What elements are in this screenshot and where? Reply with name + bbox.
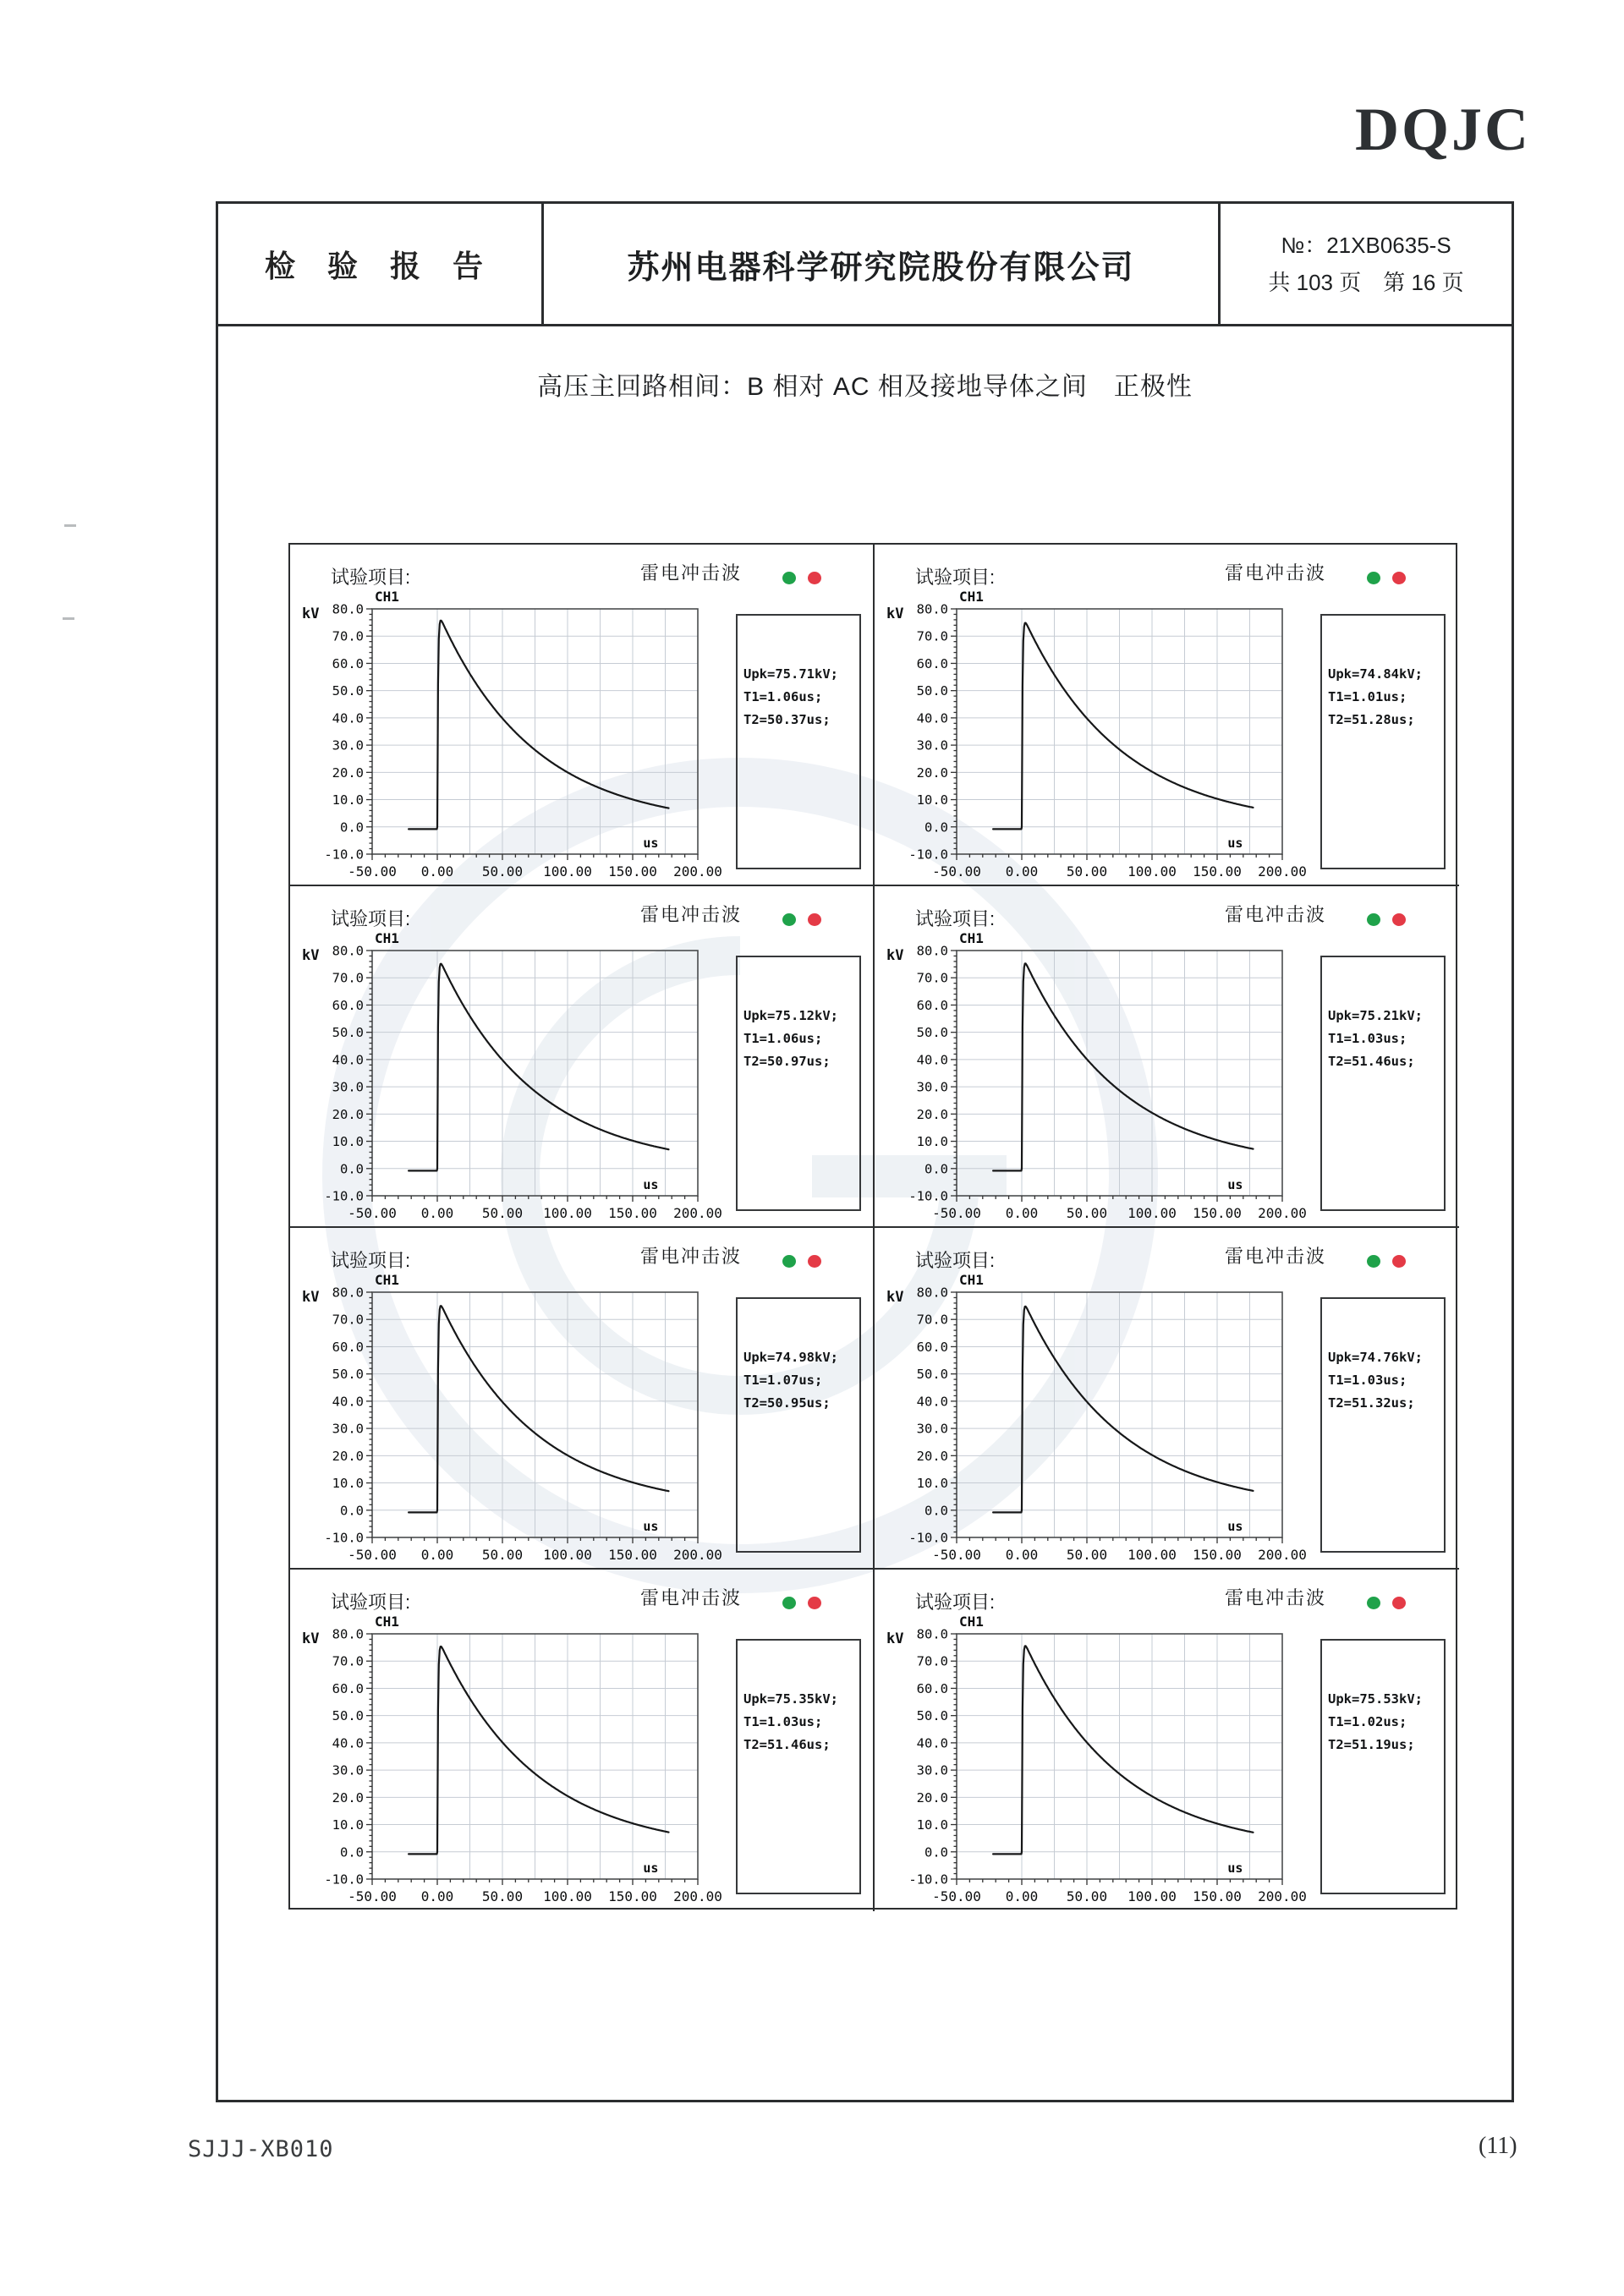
svg-text:150.00: 150.00 <box>1193 1205 1242 1221</box>
t2-value: T2=50.95us; <box>743 1395 831 1411</box>
svg-text:30.0: 30.0 <box>332 1762 364 1778</box>
svg-text:70.0: 70.0 <box>916 970 948 986</box>
svg-text:20.0: 20.0 <box>916 764 948 781</box>
svg-text:20.0: 20.0 <box>916 1789 948 1806</box>
test-project-label: 试验项目: <box>331 1250 411 1271</box>
svg-text:us: us <box>1227 1177 1243 1192</box>
measurement-readout-box <box>736 1297 861 1553</box>
channel-label: CH1 <box>375 1272 399 1288</box>
svg-text:-10.0: -10.0 <box>908 1871 948 1888</box>
svg-text:100.00: 100.00 <box>543 1205 592 1221</box>
t2-value: T2=50.97us; <box>743 1054 831 1069</box>
svg-text:20.0: 20.0 <box>332 1789 364 1806</box>
upk-value: Upk=75.21kV; <box>1328 1008 1423 1023</box>
svg-text:10.0: 10.0 <box>916 792 948 808</box>
green-status-icon <box>782 1255 796 1268</box>
svg-text:80.0: 80.0 <box>916 601 948 617</box>
measurement-readout-box <box>736 1639 861 1894</box>
svg-text:-10.0: -10.0 <box>908 847 948 863</box>
report-header-table <box>218 204 1512 326</box>
test-project-label: 试验项目: <box>331 908 411 929</box>
svg-text:0.00: 0.00 <box>1005 1547 1039 1563</box>
t1-value: T1=1.03us; <box>743 1714 823 1729</box>
svg-text:50.0: 50.0 <box>916 1367 948 1383</box>
red-status-icon <box>808 1597 821 1609</box>
waveform-title: 雷电冲击波 <box>640 904 743 925</box>
waveform-title: 雷电冲击波 <box>640 1246 743 1267</box>
svg-text:40.0: 40.0 <box>916 710 948 726</box>
oscillogram-grid <box>288 543 1457 1910</box>
dqjc-logo: DQJC <box>1355 96 1531 163</box>
svg-text:us: us <box>643 1177 659 1192</box>
svg-text:50.00: 50.00 <box>481 863 524 879</box>
svg-text:0.0: 0.0 <box>340 1161 364 1177</box>
waveform-title: 雷电冲击波 <box>1225 562 1327 584</box>
channel-label: CH1 <box>959 1614 984 1630</box>
svg-text:20.0: 20.0 <box>916 1106 948 1122</box>
measurement-readout-box <box>1320 614 1446 869</box>
green-status-icon <box>1367 1597 1380 1609</box>
y-axis-unit-label: kV <box>302 1289 320 1306</box>
impulse-chart-panel <box>290 1570 875 1911</box>
red-status-icon <box>808 572 821 584</box>
y-axis-unit-label: kV <box>302 947 320 964</box>
svg-text:60.0: 60.0 <box>332 997 364 1013</box>
test-project-label: 试验项目: <box>915 567 996 588</box>
svg-text:150.00: 150.00 <box>608 1205 657 1221</box>
channel-label: CH1 <box>375 589 399 605</box>
svg-text:150.00: 150.00 <box>1193 863 1242 879</box>
impulse-chart-panel <box>875 1228 1459 1570</box>
y-axis-unit-label: kV <box>886 1289 904 1306</box>
green-status-icon <box>782 1597 796 1609</box>
svg-text:100.00: 100.00 <box>1127 1547 1177 1563</box>
page-number: (11) <box>1479 2133 1517 2159</box>
svg-text:-10.0: -10.0 <box>324 1188 364 1204</box>
svg-text:150.00: 150.00 <box>608 863 657 879</box>
svg-text:150.00: 150.00 <box>608 1547 657 1563</box>
svg-text:-50.00: -50.00 <box>348 1888 397 1904</box>
impulse-chart-panel <box>290 545 875 886</box>
svg-text:50.0: 50.0 <box>916 1025 948 1041</box>
channel-label: CH1 <box>959 1272 984 1288</box>
svg-text:60.0: 60.0 <box>916 655 948 671</box>
upk-value: Upk=75.71kV; <box>743 666 838 682</box>
svg-text:-10.0: -10.0 <box>908 1530 948 1546</box>
svg-text:0.0: 0.0 <box>924 819 948 836</box>
svg-text:150.00: 150.00 <box>1193 1547 1242 1563</box>
svg-text:50.0: 50.0 <box>332 1708 364 1724</box>
svg-text:10.0: 10.0 <box>332 792 364 808</box>
company-name-cell: 苏州电器科学研究院股份有限公司 <box>544 204 1221 324</box>
svg-text:-10.0: -10.0 <box>324 847 364 863</box>
scan-artifact-dash <box>64 524 76 527</box>
svg-text:0.0: 0.0 <box>924 1161 948 1177</box>
impulse-chart-panel <box>290 886 875 1228</box>
t2-value: T2=50.37us; <box>743 712 831 727</box>
svg-text:0.0: 0.0 <box>340 1503 364 1519</box>
svg-text:70.0: 70.0 <box>916 1653 948 1669</box>
svg-text:70.0: 70.0 <box>916 1312 948 1328</box>
upk-value: Upk=75.12kV; <box>743 1008 838 1023</box>
svg-text:100.00: 100.00 <box>543 863 592 879</box>
upk-value: Upk=75.35kV; <box>743 1691 838 1707</box>
channel-label: CH1 <box>375 930 399 946</box>
svg-text:-10.0: -10.0 <box>324 1871 364 1888</box>
svg-text:us: us <box>643 1519 659 1534</box>
svg-text:-50.00: -50.00 <box>348 863 397 879</box>
test-project-label: 试验项目: <box>915 1250 996 1271</box>
upk-value: Upk=74.76kV; <box>1328 1350 1423 1365</box>
svg-text:20.0: 20.0 <box>332 1106 364 1122</box>
waveform-title: 雷电冲击波 <box>1225 1246 1327 1267</box>
svg-text:us: us <box>1227 1860 1243 1876</box>
svg-text:30.0: 30.0 <box>332 1421 364 1437</box>
svg-text:70.0: 70.0 <box>916 628 948 644</box>
impulse-chart-panel <box>875 886 1459 1228</box>
green-status-icon <box>1367 1255 1380 1268</box>
svg-text:0.00: 0.00 <box>1005 863 1039 879</box>
y-axis-unit-label: kV <box>886 606 904 622</box>
section-title: 高压主回路相间：B 相对 AC 相及接地导体之间 正极性 <box>537 373 1193 401</box>
svg-text:0.0: 0.0 <box>924 1844 948 1860</box>
svg-text:10.0: 10.0 <box>332 1476 364 1492</box>
svg-text:80.0: 80.0 <box>332 601 364 617</box>
channel-label: CH1 <box>959 930 984 946</box>
y-axis-unit-label: kV <box>886 1630 904 1647</box>
svg-text:10.0: 10.0 <box>916 1476 948 1492</box>
svg-text:200.00: 200.00 <box>673 1547 722 1563</box>
svg-text:50.00: 50.00 <box>1066 1888 1108 1904</box>
green-status-icon <box>782 572 796 584</box>
t1-value: T1=1.03us; <box>1328 1031 1407 1046</box>
test-project-label: 试验项目: <box>915 908 996 929</box>
t1-value: T1=1.03us; <box>1328 1373 1407 1388</box>
impulse-chart-panel <box>875 1570 1459 1911</box>
upk-value: Upk=74.98kV; <box>743 1350 838 1365</box>
svg-text:80.0: 80.0 <box>916 1285 948 1301</box>
green-status-icon <box>1367 913 1380 926</box>
svg-text:30.0: 30.0 <box>332 737 364 753</box>
svg-text:200.00: 200.00 <box>1258 863 1307 879</box>
svg-text:-50.00: -50.00 <box>348 1547 397 1563</box>
svg-text:60.0: 60.0 <box>332 1339 364 1355</box>
impulse-chart-panel <box>875 545 1459 886</box>
svg-text:40.0: 40.0 <box>332 1052 364 1068</box>
measurement-readout-box <box>1320 956 1446 1211</box>
channel-label: CH1 <box>959 589 984 605</box>
svg-text:70.0: 70.0 <box>332 1312 364 1328</box>
upk-value: Upk=74.84kV; <box>1328 666 1423 682</box>
svg-text:100.00: 100.00 <box>1127 1205 1177 1221</box>
svg-text:0.00: 0.00 <box>1005 1205 1039 1221</box>
scan-artifact-dash <box>63 617 74 620</box>
svg-text:-10.0: -10.0 <box>908 1188 948 1204</box>
t1-value: T1=1.07us; <box>743 1373 823 1388</box>
svg-text:100.00: 100.00 <box>543 1547 592 1563</box>
svg-text:70.0: 70.0 <box>332 628 364 644</box>
svg-text:us: us <box>1227 1519 1243 1534</box>
green-status-icon <box>782 913 796 926</box>
channel-label: CH1 <box>375 1614 399 1630</box>
svg-text:0.00: 0.00 <box>420 1547 454 1563</box>
waveform-title: 雷电冲击波 <box>640 562 743 584</box>
svg-text:80.0: 80.0 <box>916 1626 948 1642</box>
red-status-icon <box>1392 1255 1406 1268</box>
svg-text:50.00: 50.00 <box>481 1547 524 1563</box>
svg-text:-50.00: -50.00 <box>932 1547 981 1563</box>
waveform-title: 雷电冲击波 <box>640 1587 743 1608</box>
svg-text:200.00: 200.00 <box>1258 1888 1307 1904</box>
svg-text:0.0: 0.0 <box>340 1844 364 1860</box>
svg-text:20.0: 20.0 <box>916 1448 948 1464</box>
svg-text:30.0: 30.0 <box>916 737 948 753</box>
report-title-cell: 检 验 报 告 <box>218 204 544 324</box>
svg-text:-50.00: -50.00 <box>348 1205 397 1221</box>
measurement-readout-box <box>1320 1639 1446 1894</box>
page-count: 共 103 页 第 16 页 <box>1268 270 1464 295</box>
report-number: №：21XB0635-S <box>1281 233 1451 258</box>
t2-value: T2=51.46us; <box>743 1737 831 1752</box>
svg-text:50.00: 50.00 <box>481 1205 524 1221</box>
svg-text:200.00: 200.00 <box>1258 1547 1307 1563</box>
svg-text:30.0: 30.0 <box>916 1079 948 1095</box>
waveform-title: 雷电冲击波 <box>1225 1587 1327 1608</box>
svg-text:10.0: 10.0 <box>332 1817 364 1833</box>
red-status-icon <box>1392 572 1406 584</box>
svg-text:-50.00: -50.00 <box>932 863 981 879</box>
y-axis-unit-label: kV <box>302 606 320 622</box>
svg-text:40.0: 40.0 <box>916 1394 948 1410</box>
upk-value: Upk=75.53kV; <box>1328 1691 1423 1707</box>
red-status-icon <box>1392 1597 1406 1609</box>
svg-text:us: us <box>643 1860 659 1876</box>
svg-text:150.00: 150.00 <box>608 1888 657 1904</box>
svg-text:10.0: 10.0 <box>332 1134 364 1150</box>
svg-text:60.0: 60.0 <box>332 655 364 671</box>
svg-text:50.0: 50.0 <box>332 683 364 699</box>
svg-text:100.00: 100.00 <box>543 1888 592 1904</box>
report-number-cell <box>1221 204 1512 324</box>
svg-text:200.00: 200.00 <box>673 1205 722 1221</box>
svg-text:20.0: 20.0 <box>332 764 364 781</box>
measurement-readout-box <box>736 956 861 1211</box>
svg-text:40.0: 40.0 <box>916 1052 948 1068</box>
svg-text:10.0: 10.0 <box>916 1817 948 1833</box>
svg-text:0.00: 0.00 <box>420 863 454 879</box>
svg-text:80.0: 80.0 <box>332 1285 364 1301</box>
form-code: SJJJ-XB010 <box>188 2136 334 2162</box>
test-project-label: 试验项目: <box>331 567 411 588</box>
test-project-label: 试验项目: <box>915 1592 996 1613</box>
t1-value: T1=1.01us; <box>1328 689 1407 704</box>
svg-text:20.0: 20.0 <box>332 1448 364 1464</box>
t2-value: T2=51.28us; <box>1328 712 1415 727</box>
svg-text:60.0: 60.0 <box>916 997 948 1013</box>
svg-text:80.0: 80.0 <box>916 943 948 959</box>
svg-text:30.0: 30.0 <box>916 1421 948 1437</box>
svg-text:70.0: 70.0 <box>332 970 364 986</box>
svg-text:100.00: 100.00 <box>1127 1888 1177 1904</box>
svg-text:us: us <box>1227 836 1243 851</box>
t1-value: T1=1.06us; <box>743 689 823 704</box>
svg-text:200.00: 200.00 <box>673 1888 722 1904</box>
t2-value: T2=51.19us; <box>1328 1737 1415 1752</box>
svg-text:60.0: 60.0 <box>916 1339 948 1355</box>
svg-text:10.0: 10.0 <box>916 1134 948 1150</box>
red-status-icon <box>808 913 821 926</box>
impulse-chart-panel <box>290 1228 875 1570</box>
t2-value: T2=51.46us; <box>1328 1054 1415 1069</box>
svg-text:-50.00: -50.00 <box>932 1205 981 1221</box>
svg-text:-50.00: -50.00 <box>932 1888 981 1904</box>
svg-text:50.00: 50.00 <box>481 1888 524 1904</box>
svg-text:50.0: 50.0 <box>916 683 948 699</box>
svg-text:0.00: 0.00 <box>1005 1888 1039 1904</box>
svg-text:200.00: 200.00 <box>673 863 722 879</box>
t2-value: T2=51.32us; <box>1328 1395 1415 1411</box>
measurement-readout-box <box>1320 1297 1446 1553</box>
svg-text:0.0: 0.0 <box>924 1503 948 1519</box>
test-project-label: 试验项目: <box>331 1592 411 1613</box>
red-status-icon <box>808 1255 821 1268</box>
svg-text:150.00: 150.00 <box>1193 1888 1242 1904</box>
y-axis-unit-label: kV <box>886 947 904 964</box>
svg-text:-10.0: -10.0 <box>324 1530 364 1546</box>
svg-text:50.00: 50.00 <box>1066 863 1108 879</box>
svg-text:50.00: 50.00 <box>1066 1205 1108 1221</box>
y-axis-unit-label: kV <box>302 1630 320 1647</box>
svg-text:0.00: 0.00 <box>420 1888 454 1904</box>
measurement-readout-box <box>736 614 861 869</box>
svg-text:50.0: 50.0 <box>916 1708 948 1724</box>
svg-text:30.0: 30.0 <box>332 1079 364 1095</box>
waveform-title: 雷电冲击波 <box>1225 904 1327 925</box>
svg-text:60.0: 60.0 <box>916 1680 948 1696</box>
svg-text:40.0: 40.0 <box>916 1735 948 1751</box>
svg-text:200.00: 200.00 <box>1258 1205 1307 1221</box>
svg-text:100.00: 100.00 <box>1127 863 1177 879</box>
red-status-icon <box>1392 913 1406 926</box>
svg-text:40.0: 40.0 <box>332 1735 364 1751</box>
green-status-icon <box>1367 572 1380 584</box>
svg-text:us: us <box>643 836 659 851</box>
svg-text:0.0: 0.0 <box>340 819 364 836</box>
svg-text:80.0: 80.0 <box>332 943 364 959</box>
svg-text:50.00: 50.00 <box>1066 1547 1108 1563</box>
svg-text:40.0: 40.0 <box>332 710 364 726</box>
svg-text:30.0: 30.0 <box>916 1762 948 1778</box>
t1-value: T1=1.02us; <box>1328 1714 1407 1729</box>
svg-text:40.0: 40.0 <box>332 1394 364 1410</box>
t1-value: T1=1.06us; <box>743 1031 823 1046</box>
svg-text:70.0: 70.0 <box>332 1653 364 1669</box>
svg-text:60.0: 60.0 <box>332 1680 364 1696</box>
svg-text:50.0: 50.0 <box>332 1025 364 1041</box>
svg-text:0.00: 0.00 <box>420 1205 454 1221</box>
svg-text:80.0: 80.0 <box>332 1626 364 1642</box>
svg-text:50.0: 50.0 <box>332 1367 364 1383</box>
